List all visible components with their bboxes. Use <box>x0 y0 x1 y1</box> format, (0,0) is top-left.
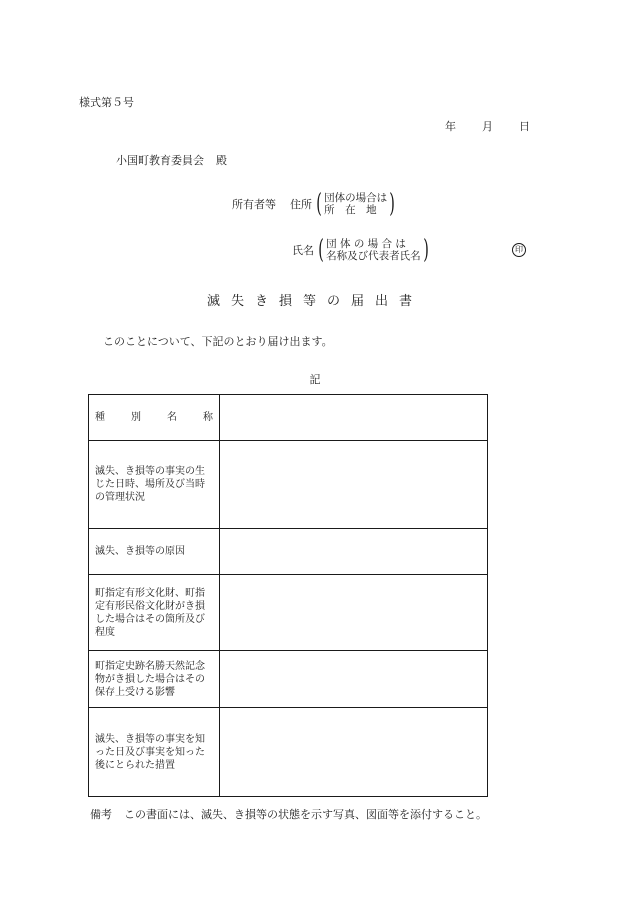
date-year: 年 <box>445 120 456 133</box>
row-label: 町指定史跡名勝天然記念物がき損した場合はその保存上受ける影響 <box>95 660 205 698</box>
remarks-head: 備考 <box>90 808 112 821</box>
addressee <box>116 152 227 168</box>
address-note-line1: 団体の場合は <box>324 192 388 204</box>
name-note-line1: 団 体 の 場 合 は <box>326 238 406 250</box>
row-label-cell <box>89 575 220 651</box>
date-line <box>445 118 530 134</box>
table-row <box>89 395 488 441</box>
open-paren: ( <box>318 235 324 265</box>
owner-label: 所有者等 <box>232 198 276 211</box>
row-label: 滅失、き損等の事実の生じた日時、場所及び当時の管理状況 <box>95 466 205 503</box>
ki-heading: 記 <box>309 373 321 386</box>
row-value-field[interactable] <box>220 651 488 708</box>
date-month: 月 <box>482 120 493 133</box>
seal-mark: 印 <box>512 243 526 257</box>
row-label-cell <box>89 441 220 529</box>
open-paren: ( <box>316 189 322 219</box>
close-paren: ) <box>389 189 396 219</box>
row-label: 種別名称 <box>95 412 213 423</box>
name-note <box>326 238 421 262</box>
row-label: 滅失、き損等の事実を知った日及び事実を知った後にとられた措置 <box>95 733 205 771</box>
form-number: 様式第５号 <box>79 96 134 109</box>
details-table <box>88 394 488 797</box>
row-value-field[interactable] <box>220 708 488 797</box>
intro-text: このことについて、下記のとおり届け出ます。 <box>103 335 333 348</box>
table-row <box>89 529 488 575</box>
row-value-field[interactable] <box>220 441 488 529</box>
table-row <box>89 651 488 708</box>
row-value-field[interactable] <box>220 575 488 651</box>
address-note <box>324 192 387 216</box>
row-label-cell <box>89 395 220 441</box>
row-label-cell <box>89 529 220 575</box>
document-title: 滅失き損等の届出書 <box>206 294 423 309</box>
close-paren: ) <box>422 235 429 265</box>
date-day: 日 <box>519 120 530 133</box>
remarks <box>90 806 487 822</box>
table-row <box>89 441 488 529</box>
name-row <box>292 237 431 263</box>
row-value-field[interactable] <box>220 395 488 441</box>
table-row <box>89 575 488 651</box>
row-label: 町指定有形文化財、町指定有形民俗文化財がき損した場合はその箇所及び程度 <box>95 587 205 638</box>
addressee-name: 小国町教育委員会 <box>116 154 204 167</box>
row-value-field[interactable] <box>220 529 488 575</box>
owner-address-row <box>232 191 397 217</box>
row-label-cell <box>89 708 220 797</box>
addressee-honorific: 殿 <box>216 154 227 167</box>
row-label-cell <box>89 651 220 708</box>
row-label: 滅失、き損等の原因 <box>95 546 185 557</box>
table-row <box>89 708 488 797</box>
remarks-text: この書面には、滅失、き損等の状態を示す写真、図面等を添付すること。 <box>124 808 487 821</box>
name-label: 氏名 <box>292 244 314 257</box>
address-label: 住所 <box>290 198 312 211</box>
address-note-line2: 所 在 地 <box>324 204 377 216</box>
name-note-line2: 名称及び代表者氏名 <box>326 250 421 262</box>
